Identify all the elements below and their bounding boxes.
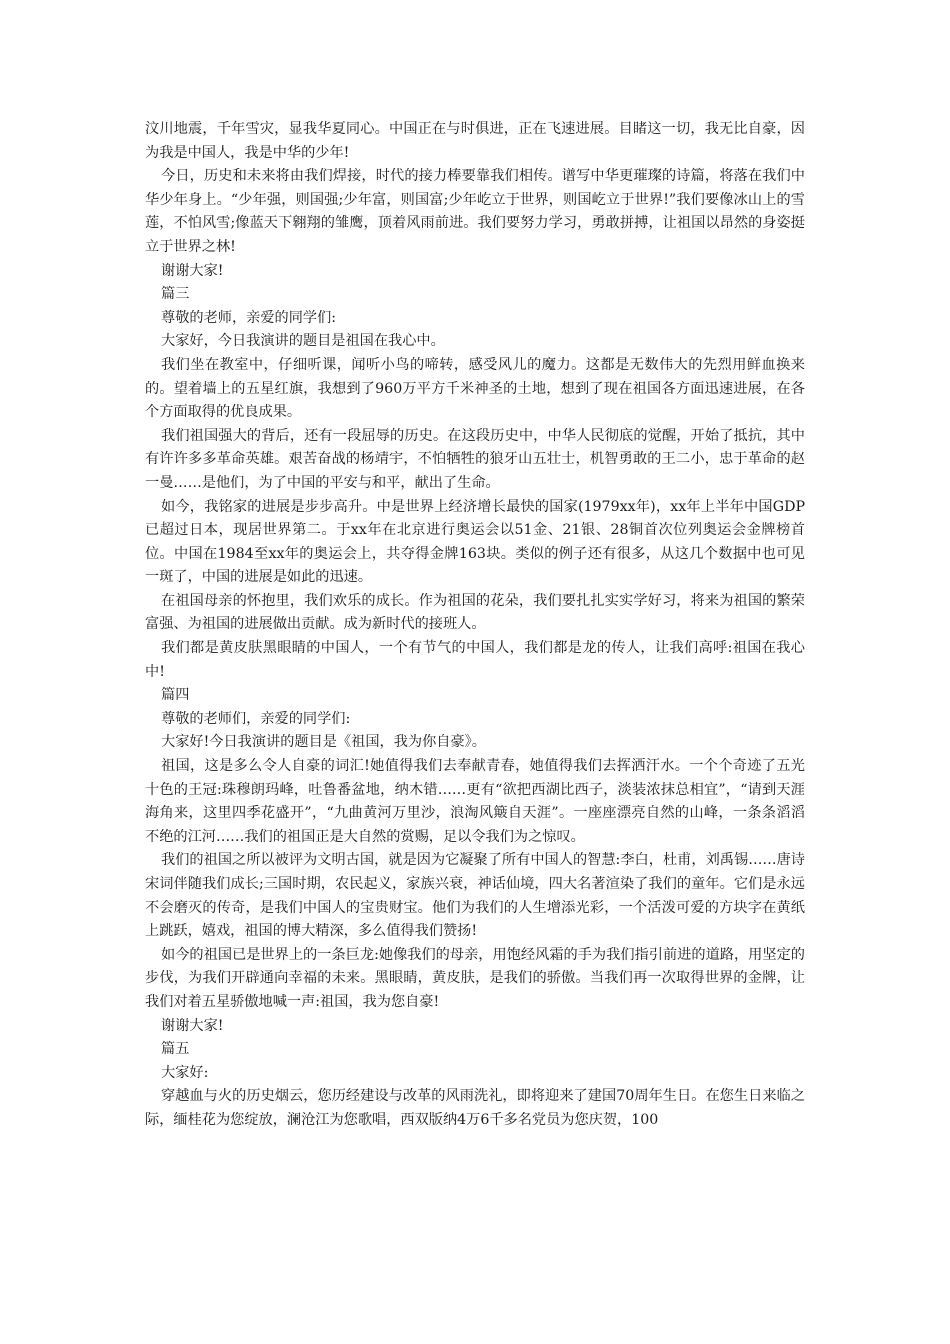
salutation-3: 尊敬的老师，亲爱的同学们: [161,309,337,326]
paragraph-11: 我们都是黄皮肤黑眼睛的中国人，一个有节气的中国人，我们都是龙的传人，让我们高呼:祖国在我心中! [145,640,805,680]
paragraph-1: 汶川地震，千年雪灾，显我华夏同心。中国正在与时俱进，正在飞速进展。目睹这一切，我无比自豪，因为我是中国人，我是中华的少年! [145,121,805,161]
paragraph-6: 大家好，今日我演讲的题目是祖国在我心中。 [161,333,445,350]
paragraph-3: 谢谢大家! [161,262,224,279]
paragraph-9: 如今，我铭家的进展是步步高升。中是世界上经济增长最快的国家(1979xx年)，xx年上半年中国GDP已超过日本，现居世界第二。于xx年在北京进行奥运会以51金、21银、28铜首次位列奥运会金牌榜首位。中国在1984至xx年的奥运会上，共夺得金牌163块。类似的例子还有很多，从这几个数据中也可见一斑了，中国的进展是如此的迅速。 [145,498,805,586]
paragraph-2: 今日，历史和未来将由我们焊接，时代的接力棒要靠我们相传。谱写中华更璀璨的诗篇，将落在我们中华少年身上。“少年强，则国强;少年富，则国富;少年屹立于世界，则国屹立于世界!”我们要像冰山上的雪莲，不怕风雪;像蓝天下翱翔的雏鹰，顶着风雨前进。我们要努力学习，勇敢拼搏，让祖国以昂然的身姿挺立于世界之林! [145,168,805,255]
paragraph-18: 谢谢大家! [161,1017,224,1034]
salutation-4: 尊敬的老师们，亲爱的同学们: [161,710,351,727]
paragraph-16: 我们的祖国之所以被评为文明古国，就是因为它凝聚了所有中国人的智慧:李白，杜甫，刘禹锡……唐诗宋词伴随我们成长;三国时期，农民起义，家族兴衰，神话仙境，四大名著渲染了我们的童年。它们是永远不会磨灭的传奇，是我们中国人的宝贵财宝。他们为我们的人生增添光彩，一个活泼可爱的方块字在黄纸上跳跃，嬉戏，祖国的博大精深，多么值得我们赞扬! [145,852,805,940]
paragraph-8: 我们祖国强大的背后，还有一段屈辱的历史。在这段历史中，中华人民彻底的觉醒，开始了抵抗，其中有许许多多革命英雄。艰苦奋战的杨靖宇，不怕牺牲的狼牙山五壮士，机智勇敢的王二小，忠于革命的赵一曼……是他们，为了中国的平安与和平，献出了生命。 [145,427,805,491]
section-heading-5: 篇五 [161,1041,190,1058]
paragraph-7: 我们坐在教室中，仔细听课，闻听小鸟的啼转，感受风儿的魔力。这都是无数伟大的先烈用鲜血换来的。望着墙上的五星红旗，我想到了960万平方千米神圣的土地，想到了现在祖国各方面迅速进展，在各个方面取得的优良成果。 [145,356,805,421]
salutation-5: 大家好: [161,1064,209,1081]
section-heading-3: 篇三 [161,286,190,303]
paragraph-10: 在祖国母亲的怀抱里，我们欢乐的成长。作为祖国的花朵，我们要扎扎实实学好习，将来为祖国的繁荣富强、为祖国的进展做出贡献。成为新时代的接班人。 [145,592,805,633]
paragraph-21: 穿越血与火的历史烟云，您历经建设与改革的风雨洗礼，即将迎来了建国70周年生日。在您生日来临之际，缅桂花为您绽放，澜沧江为您歌唱，西双版纳4万6千多名党员为您庆贺，100 [145,1088,805,1128]
paragraph-14: 大家好!今日我演讲的题目是《祖国，我为你自豪》。 [161,734,486,751]
section-heading-4: 篇四 [161,687,190,704]
paragraph-17: 如今的祖国已是世界上的一条巨龙:她像我们的母亲，用饱经风霜的手为我们指引前进的道路，用坚定的步伐，为我们开辟通向幸福的未来。黑眼睛，黄皮肤，是我们的骄傲。当我们再一次取得世界的金牌，让我们对着五星骄傲地喊一声:祖国，我为您自豪! [145,946,805,1010]
document-body [145,118,805,1133]
paragraph-15: 祖国，这是多么令人自豪的词汇!她值得我们去奉献青春，她值得我们去挥洒汗水。一个个奇迹了五光十色的王冠:珠穆朗玛峰，吐鲁番盆地，纳木错……更有“欲把西湖比西子，淡装浓抹总相宜”，“请到天涯海角来，这里四季花盛开”，“九曲黄河万里沙，浪淘风簸自天涯”。一座座漂亮自然的山峰，一条条滔滔不绝的江河……我们的祖国正是大自然的赏赐，足以令我们为之惊叹。 [145,758,805,845]
